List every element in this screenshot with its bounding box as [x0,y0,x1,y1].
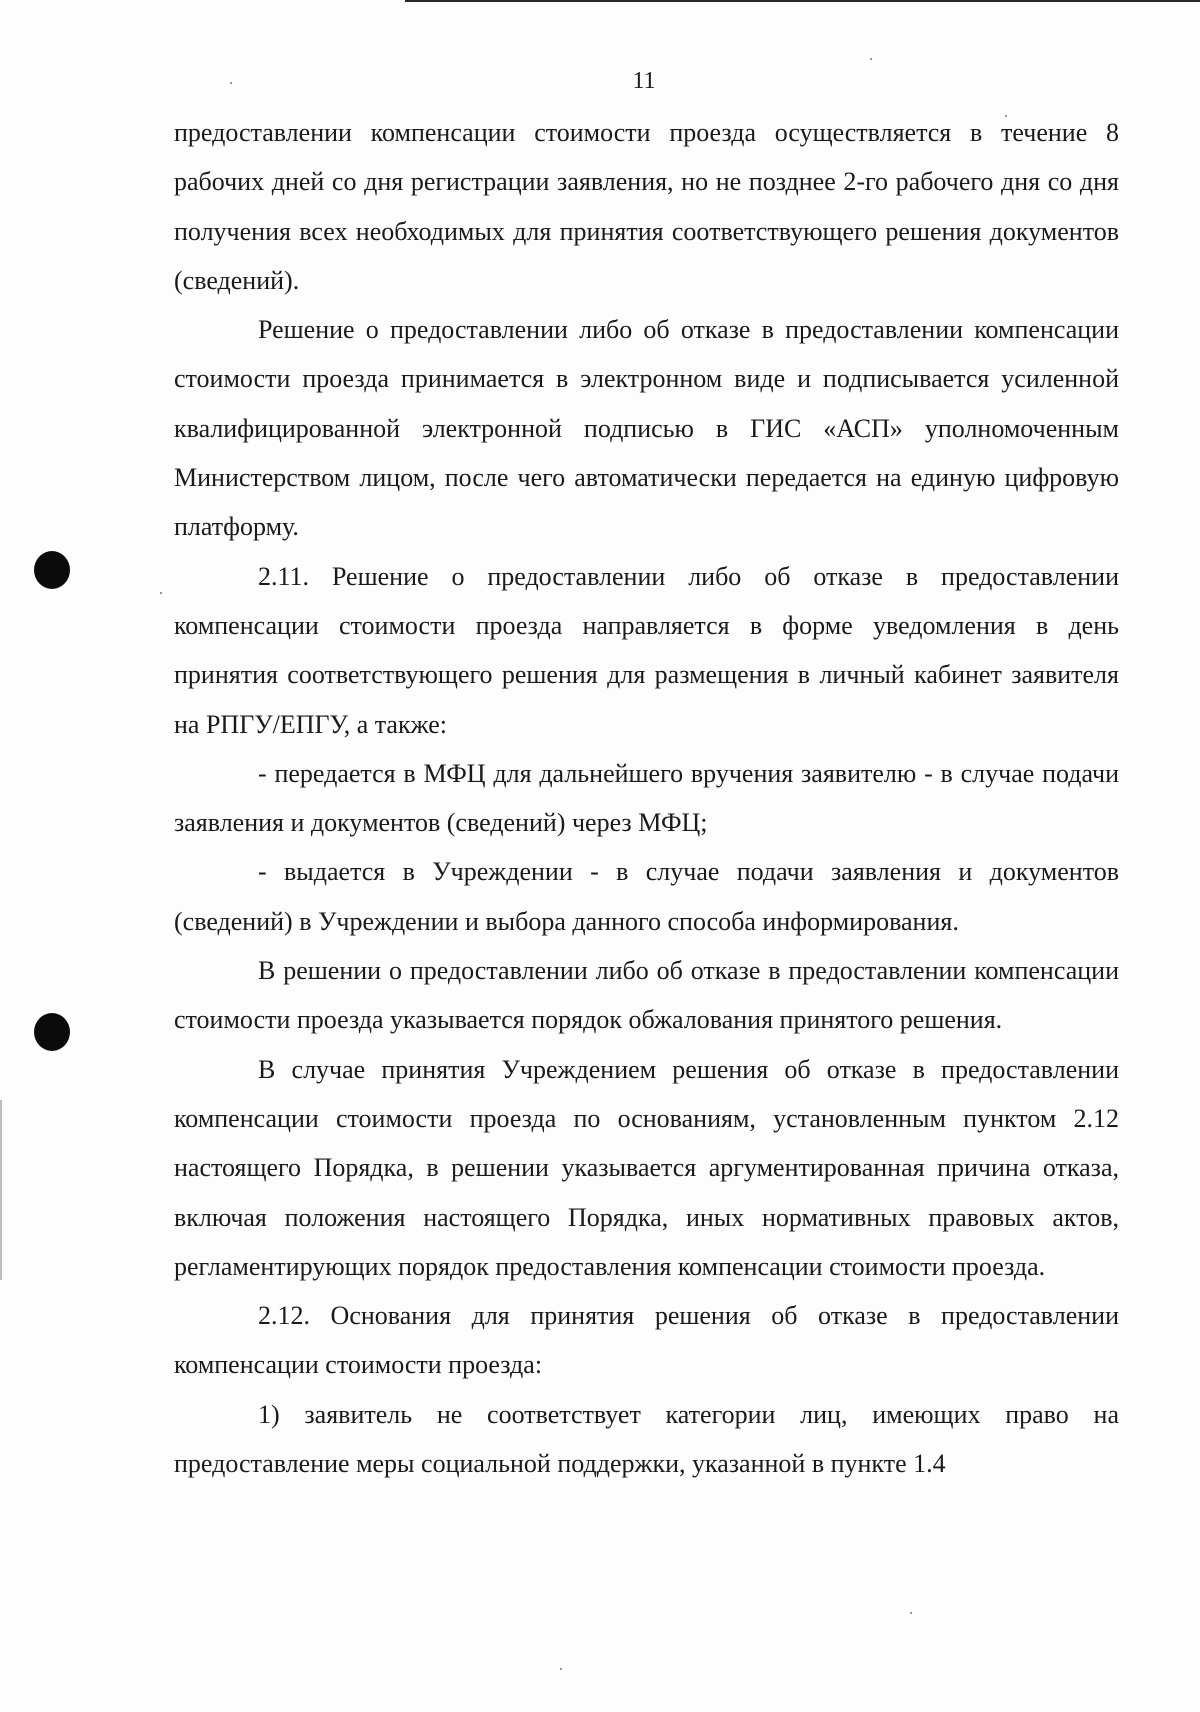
paragraph-5: - выдается в Учреждении - в случае подачи заявления и документов (сведений) в Учреждении и выбора данного способа информирования. [174,857,1119,936]
scan-edge-mark [0,1100,2,1280]
paragraph-2: Решение о предоставлении либо об отказе в предоставлении компенсации стоимости проезда принимается в электронном виде и подписывается усиленной квалифицированной электронной подписью в ГИС «АСП» уполномоченным Министерством лицом, после чего автоматически передается на единую цифровую платформу. [174,315,1119,542]
paragraph-6: В решении о предоставлении либо об отказе в предоставлении компенсации стоимости проезда указывается порядок обжалования принятого решения. [174,956,1119,1035]
paragraph-4: - передается в МФЦ для дальнейшего вручения заявителю - в случае подачи заявления и документов (сведений) через МФЦ; [174,758,1119,838]
paragraph-1: предоставлении компенсации стоимости проезда осуществляется в течение 8 рабочих дней со дня регистрации заявления, но не позднее 2-го рабочего дня со дня получения всех необходимых для принятия соответствующего решения документов (сведений). [174,118,1119,295]
page-number: 11 [632,68,656,94]
paragraph-9: 1) заявитель не соответствует категории лиц, имеющих право на предоставление меры социальной поддержки, указанной в пункте 1.4 [174,1399,1119,1479]
scan-speck [560,1668,562,1670]
scan-speck [160,592,162,594]
paragraph-8: 2.12. Основания для принятия решения об отказе в предоставлении компенсации стоимости проезда: [174,1301,1119,1380]
scan-speck [870,58,872,60]
punch-hole-icon [34,551,70,589]
scan-speck [230,82,232,84]
paragraph-7: В случае принятия Учреждением решения об отказе в предоставлении компенсации стоимости проезда по основаниям, установленным пунктом 2.12 настоящего Порядка, в решении указывается аргументированная причина отказа, включая положения настоящего Порядка, иных нормативных правовых актов, регламентирующих порядок предоставления компенсации стоимости проезда. [174,1054,1119,1281]
scan-speck [910,1612,912,1614]
top-border-line [405,0,1200,2]
body-text [174,108,1119,1488]
punch-hole-icon [34,1013,70,1051]
paragraph-3: 2.11. Решение о предоставлении либо об отказе в предоставлении компенсации стоимости проезда направляется в форме уведомления в день принятия соответствующего решения для размещения в личный кабинет заявителя на РПГУ/ЕПГУ, а также: [174,561,1119,739]
